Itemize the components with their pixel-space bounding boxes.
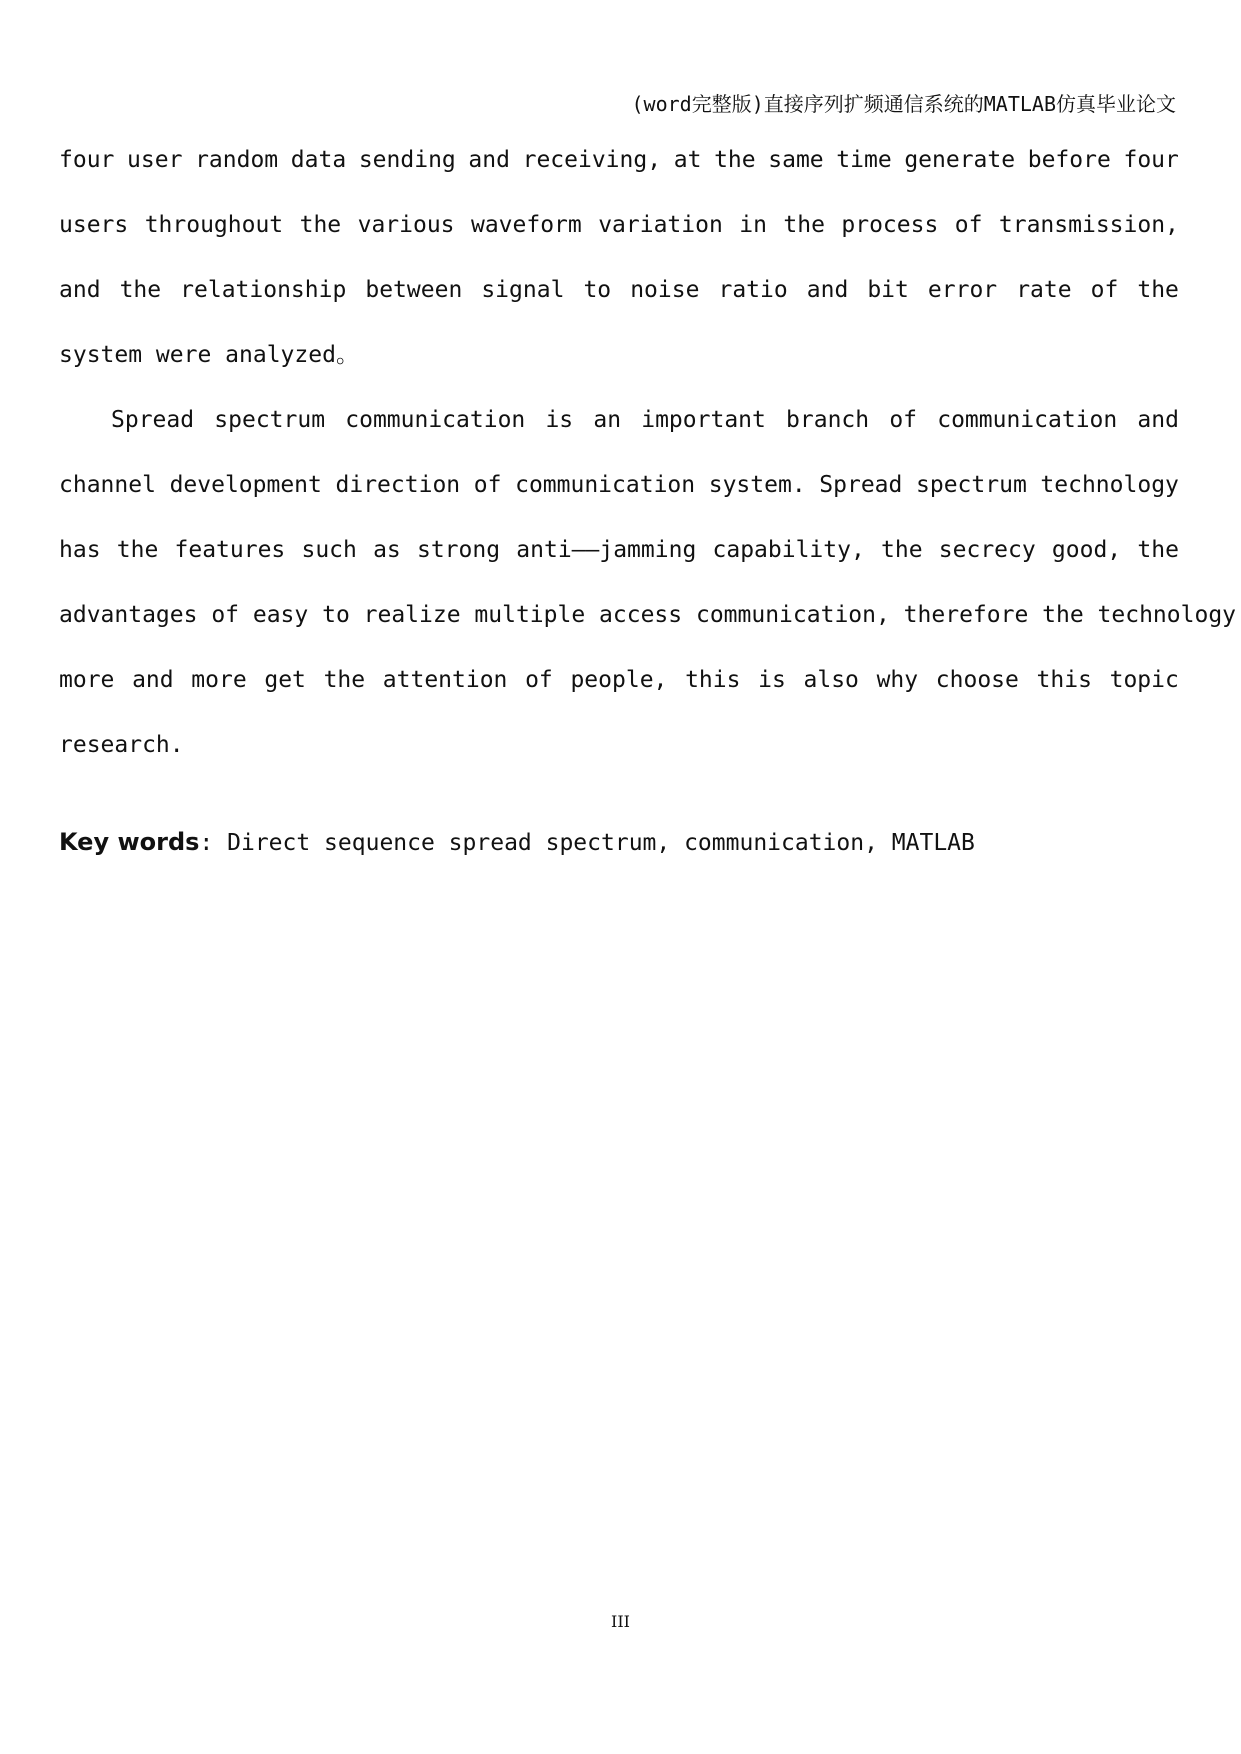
- word: and: [1137, 407, 1179, 433]
- word: capability,: [712, 537, 865, 563]
- word: of: [525, 667, 553, 693]
- word: Spread: [819, 472, 903, 498]
- word: relationship: [180, 277, 347, 303]
- word: system.: [708, 472, 806, 498]
- word: and: [59, 277, 101, 303]
- abstract-body: [59, 128, 1237, 778]
- word: technology: [1040, 472, 1179, 498]
- word: data: [290, 147, 347, 173]
- word: the: [1137, 277, 1179, 303]
- word: strong: [416, 537, 501, 563]
- word: variation: [598, 212, 723, 238]
- keywords-label: Key words: [59, 828, 200, 856]
- word: signal: [481, 277, 565, 303]
- keywords-line: [59, 828, 975, 856]
- word: attention: [382, 667, 508, 693]
- word: as: [373, 537, 401, 563]
- word: user: [127, 147, 183, 173]
- word: the: [116, 537, 159, 563]
- word: various: [357, 212, 455, 238]
- paragraph-2-line-2: [59, 453, 1179, 518]
- word: secrecy: [938, 537, 1036, 563]
- word: and: [132, 667, 174, 693]
- word: the: [299, 212, 342, 238]
- word: throughout: [144, 212, 284, 238]
- word: has: [59, 537, 101, 563]
- word: the: [783, 212, 825, 238]
- word: receiving,: [522, 147, 662, 173]
- word: this: [685, 667, 741, 693]
- word: people,: [570, 667, 668, 693]
- word: communication: [345, 407, 526, 433]
- word: communication: [937, 407, 1118, 433]
- word: users: [59, 212, 129, 238]
- word: the: [1137, 537, 1179, 563]
- word: error: [927, 277, 998, 303]
- word: of: [473, 472, 502, 498]
- word: the: [714, 147, 756, 173]
- word: ratio: [718, 277, 788, 303]
- keywords-text: Direct sequence spread spectrum, communication, MATLAB: [213, 830, 975, 856]
- word: and: [806, 277, 849, 303]
- word: of: [889, 407, 918, 433]
- word: random: [195, 147, 279, 173]
- word: good,: [1051, 537, 1122, 563]
- word: in: [739, 212, 767, 238]
- word: generate: [904, 147, 1016, 173]
- paragraph-2-line-1: [59, 388, 1179, 453]
- word: features: [174, 537, 286, 563]
- word: why: [876, 667, 919, 693]
- word: of: [954, 212, 983, 238]
- word: transmission,: [998, 212, 1179, 238]
- word: before: [1027, 147, 1111, 173]
- paragraph-1-line-1: [59, 128, 1179, 193]
- word: rate: [1016, 277, 1072, 303]
- word: at: [673, 147, 702, 173]
- word: get: [264, 667, 306, 693]
- page-number: III: [611, 1612, 630, 1631]
- word: the: [323, 667, 366, 693]
- paragraph-1-line-4: system were analyzed。: [59, 342, 359, 368]
- word: also: [803, 667, 859, 693]
- word: direction: [335, 472, 461, 498]
- word: this: [1036, 667, 1092, 693]
- word: same: [768, 147, 824, 173]
- word: process: [841, 212, 939, 238]
- paragraph-2-line-5: [59, 648, 1179, 713]
- word: more: [191, 667, 247, 693]
- word: of: [1090, 277, 1119, 303]
- word: choose: [935, 667, 1019, 693]
- word: development: [169, 472, 322, 498]
- word: Spread: [111, 407, 195, 433]
- word: and: [468, 147, 510, 173]
- keywords-separator: :: [199, 830, 214, 856]
- running-header: (word完整版)直接序列扩频通信系统的MATLAB仿真毕业论文: [631, 92, 1176, 116]
- word: important: [641, 407, 766, 433]
- word: an: [593, 407, 622, 433]
- word: anti——jamming: [516, 537, 697, 563]
- word: spectrum: [214, 407, 326, 433]
- paragraph-2-line-3: [59, 518, 1179, 583]
- word: noise: [630, 277, 700, 303]
- word: sending: [358, 147, 456, 173]
- word: to: [583, 277, 612, 303]
- word: spectrum: [916, 472, 1027, 498]
- word: communication: [515, 472, 696, 498]
- word: channel: [59, 472, 156, 498]
- word: bit: [867, 277, 909, 303]
- word: is: [758, 667, 786, 693]
- paragraph-1-line-2: [59, 193, 1179, 258]
- word: waveform: [470, 212, 582, 238]
- word: four: [59, 147, 115, 173]
- word: the: [881, 537, 923, 563]
- word: four: [1123, 147, 1179, 173]
- paragraph-2-line-4: advantages of easy to realize multiple access communication, therefore the technology: [59, 602, 1237, 628]
- word: is: [545, 407, 574, 433]
- word: the: [119, 277, 162, 303]
- word: more: [59, 667, 115, 693]
- word: between: [365, 277, 463, 303]
- paragraph-1-line-3: [59, 258, 1179, 323]
- word: topic: [1109, 667, 1179, 693]
- word: time: [836, 147, 892, 173]
- paragraph-2-line-6: research.: [59, 732, 184, 758]
- word: branch: [786, 407, 870, 433]
- word: such: [301, 537, 357, 563]
